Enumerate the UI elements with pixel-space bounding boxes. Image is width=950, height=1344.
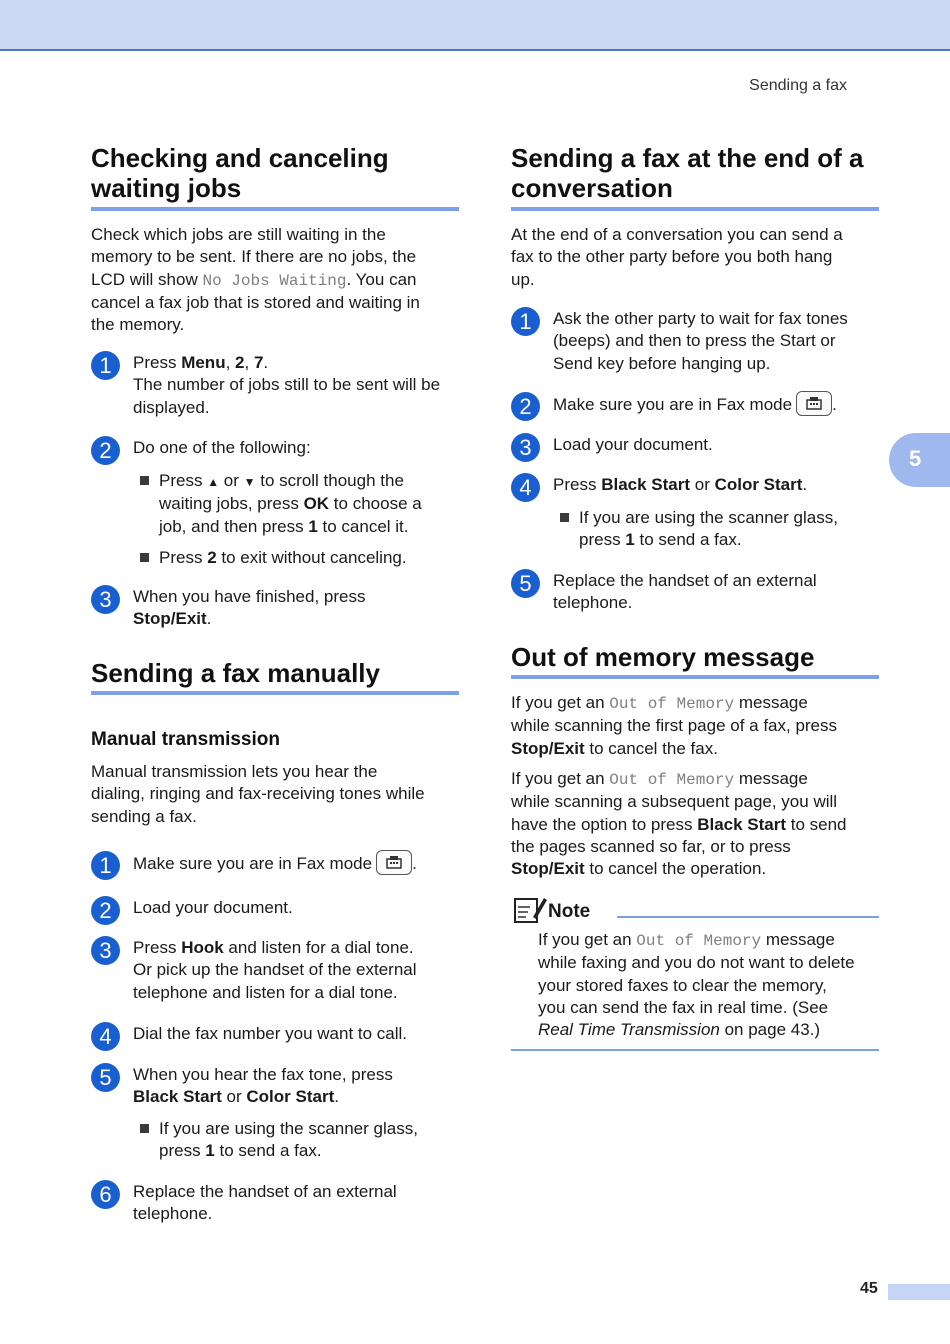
step-number: 6: [91, 1180, 120, 1209]
text: Replace the handset of an external: [553, 571, 817, 590]
text: while scanning the first page of a fax, press: [511, 716, 838, 736]
text: or: [219, 471, 244, 490]
key-2: 2: [235, 353, 245, 372]
step-number: 1: [511, 307, 540, 336]
text-line: fax to the other party before you both hang: [511, 247, 833, 267]
text: (beeps) and then to press the Start or: [553, 331, 836, 351]
text: When you hear the fax tone, press: [133, 1065, 393, 1084]
step-number: 2: [91, 896, 120, 925]
step-text: [133, 937, 459, 1004]
text: message: [734, 769, 808, 788]
text: When you have finished, press: [133, 587, 366, 606]
top-banner: [0, 0, 950, 51]
text: message: [734, 693, 808, 712]
key-1: 1: [205, 1141, 215, 1161]
key-color-start: Color Start: [714, 475, 803, 494]
step-number: 5: [511, 569, 540, 598]
note-label: Note: [548, 901, 591, 922]
bullet-text: [579, 507, 879, 552]
text: Send key before hanging up.: [553, 353, 771, 373]
note-top-rule: [617, 916, 879, 918]
step-text: [553, 474, 879, 496]
cross-reference: Real Time Transmission: [538, 1020, 720, 1040]
text: to cancel the operation.: [584, 859, 767, 879]
section-rule: [91, 691, 459, 695]
text: If you get an: [511, 769, 610, 788]
text-line: the memory.: [91, 315, 185, 335]
step-number: 2: [91, 436, 120, 465]
text-line: . You can: [346, 269, 417, 289]
text: telephone and listen for a dial tone.: [133, 982, 398, 1002]
note-icon: [513, 895, 547, 930]
step-text: [133, 1181, 459, 1226]
step-number: 2: [511, 392, 540, 421]
text: to scroll though the: [255, 471, 404, 490]
step-text: Do one of the following:: [133, 438, 311, 457]
text: Or pick up the handset of the external: [133, 960, 417, 980]
subtitle-text: Manual transmission: [91, 729, 280, 750]
key-2: 2: [207, 548, 217, 567]
text: .: [334, 1087, 339, 1107]
fax-mode-key-icon: [796, 391, 832, 416]
text: Press: [553, 475, 602, 494]
step-number: 3: [511, 433, 540, 462]
key-black-start: Black Start: [697, 814, 787, 834]
text: Press: [133, 353, 182, 372]
text: have the option to press: [511, 814, 698, 834]
paragraph-conversation-intro: [511, 224, 879, 291]
bullet-text: [159, 547, 459, 569]
text: If you are using the scanner glass,: [579, 508, 838, 527]
text: job, and then press: [159, 516, 309, 536]
step-number: 3: [91, 585, 120, 614]
key-black-start: Black Start: [601, 475, 691, 494]
section-rule: [91, 207, 459, 211]
text: waiting jobs, press: [159, 494, 304, 514]
title-line: conversation: [511, 173, 673, 203]
paragraph-checking-intro: [91, 224, 459, 336]
section-rule: [511, 675, 879, 679]
subsection-title: [91, 729, 280, 751]
running-header: Sending a fax: [749, 77, 847, 94]
paragraph-manual-intro: [91, 761, 459, 828]
key-ok: OK: [303, 494, 330, 514]
text: to send: [786, 814, 847, 834]
lcd-message: Out of Memory: [636, 932, 762, 950]
key-color-start: Color Start: [246, 1087, 335, 1107]
key-hook: Hook: [181, 938, 224, 957]
text: The number of jobs still to be sent will be: [133, 375, 441, 395]
text: to send a fax.: [634, 530, 742, 550]
step-number: 4: [511, 473, 540, 502]
text: press: [579, 530, 626, 550]
text-line: LCD will show: [91, 269, 198, 289]
key-1: 1: [625, 530, 635, 550]
text: you can send the fax in real time. (See: [538, 997, 829, 1017]
text: telephone.: [133, 1204, 213, 1224]
paragraph-memory-1: [511, 692, 879, 760]
step-text: Dial the fax number you want to call.: [133, 1024, 408, 1043]
text: Ask the other party to wait for fax tones: [553, 309, 848, 328]
step-text: Make sure you are in Fax mode .: [553, 393, 879, 418]
note-bottom-rule: [511, 1049, 879, 1051]
page-number-bar: [888, 1284, 950, 1300]
text: Make sure you are in Fax mode: [553, 394, 793, 414]
down-arrow-icon: ▼: [243, 475, 256, 489]
text: press: [159, 1141, 206, 1161]
text: while scanning a subsequent page, you will: [511, 792, 838, 812]
text: to send a fax.: [214, 1141, 322, 1161]
bullet-text: [159, 1118, 459, 1163]
key-stop-exit: Stop/Exit: [511, 859, 585, 879]
bullet-text: [159, 470, 459, 538]
lcd-message: Out of Memory: [609, 695, 735, 713]
text: or: [690, 475, 715, 494]
step-number: 4: [91, 1022, 120, 1051]
text: the pages scanned so far, or to press: [511, 836, 791, 856]
text: your stored faxes to clear the memory,: [538, 975, 827, 995]
text: displayed.: [133, 397, 210, 417]
step-number: 1: [91, 851, 120, 880]
page-number: 45: [860, 1280, 878, 1297]
bullet-marker: [140, 1124, 149, 1133]
step-text: [133, 352, 459, 419]
lcd-message: No Jobs Waiting: [202, 271, 347, 290]
text: or: [221, 1087, 247, 1107]
title-text: Out of memory message: [511, 642, 815, 672]
text: Replace the handset of an external: [133, 1182, 397, 1201]
text-line: cancel a fax job that is stored and waiting in: [91, 292, 420, 312]
bullet-marker: [560, 513, 569, 522]
text: .: [206, 609, 212, 629]
section-title-out-of-memory: [511, 642, 814, 672]
title-line: Sending a fax at the end of a: [511, 143, 864, 173]
section-title-end-of-conversation: [511, 143, 864, 203]
text: while faxing and you do not want to delete: [538, 953, 855, 973]
text: If you get an: [538, 930, 637, 949]
up-arrow-icon: ▲: [207, 475, 220, 489]
text-line: At the end of a conversation you can send a: [511, 225, 843, 244]
text: ,: [225, 353, 236, 372]
key-stop-exit: Stop/Exit: [511, 738, 585, 758]
section-title-checking: [91, 143, 389, 203]
title-line: waiting jobs: [91, 173, 242, 203]
step-number: 5: [91, 1063, 120, 1092]
text-line: sending a fax.: [91, 806, 197, 826]
step-text: Make sure you are in Fax mode .: [133, 852, 459, 877]
section-title-manual: [91, 658, 380, 688]
key-black-start: Black Start: [133, 1087, 222, 1107]
bullet-marker: [140, 476, 149, 485]
text: telephone.: [553, 593, 633, 613]
step-text: [133, 586, 459, 631]
chapter-number: 5: [909, 446, 922, 471]
title-text: Sending a fax manually: [91, 658, 380, 688]
paragraph-memory-2: [511, 768, 879, 880]
step-number: 3: [91, 936, 120, 965]
text: .: [263, 353, 269, 372]
text: If you get an: [511, 693, 610, 712]
bullet-marker: [140, 553, 149, 562]
key-stop-exit: Stop/Exit: [133, 609, 207, 629]
key-menu: Menu: [181, 353, 226, 372]
text: to cancel the fax.: [584, 738, 718, 758]
step-text: [553, 308, 879, 375]
note-body: [538, 929, 883, 1041]
text: Press: [133, 938, 182, 957]
text-line: up.: [511, 269, 535, 289]
text: message: [761, 930, 835, 949]
fax-mode-key-icon: [376, 850, 412, 875]
text-line: Manual transmission lets you hear the: [91, 762, 378, 781]
step-text: Load your document.: [133, 898, 293, 917]
text-line: memory to be sent. If there are no jobs, the: [91, 247, 417, 267]
section-rule: [511, 207, 879, 211]
text-line: dialing, ringing and fax-receiving tones while: [91, 784, 425, 804]
chapter-tab: [889, 433, 950, 487]
text: to exit without canceling.: [216, 548, 407, 567]
text: on page 43.): [719, 1020, 821, 1040]
lcd-message: Out of Memory: [609, 771, 735, 789]
title-line: Checking and canceling: [91, 143, 389, 173]
text-line: Check which jobs are still waiting in the: [91, 225, 386, 244]
key-7: 7: [253, 353, 264, 372]
text: and listen for a dial tone.: [223, 938, 414, 957]
text: Press: [159, 471, 208, 490]
step-text: [553, 570, 879, 615]
text: ,: [244, 353, 254, 372]
text: Press: [159, 548, 208, 567]
text: .: [802, 475, 808, 494]
text: Make sure you are in Fax mode: [133, 853, 373, 873]
step-number: 1: [91, 351, 120, 380]
key-1: 1: [308, 516, 318, 536]
text: to choose a: [329, 494, 422, 514]
text: to cancel it.: [317, 516, 409, 536]
text: If you are using the scanner glass,: [159, 1119, 418, 1138]
step-text: Load your document.: [553, 435, 713, 454]
step-text: [133, 1064, 459, 1109]
